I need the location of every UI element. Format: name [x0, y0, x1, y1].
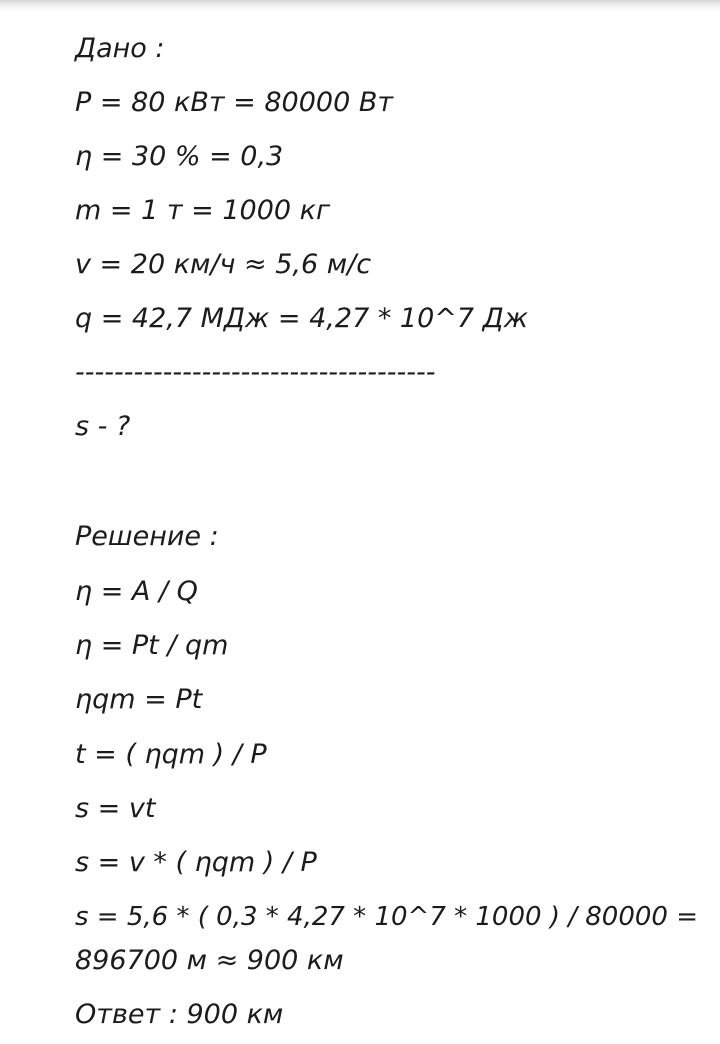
calculation-line: s = 5,6 * ( 0,3 * 4,27 * 10^7 * 1000 ) / 80000 = [75, 902, 699, 932]
given-efficiency: η = 30 % = 0,3 [75, 141, 284, 172]
given-heading: Дано : [75, 33, 165, 64]
formula-rearranged: ηqm = Pt [75, 684, 203, 715]
calculation-result: 896700 м ≈ 900 км [75, 945, 344, 976]
given-heat-value: q = 42,7 МДж = 4,27 * 10^7 Дж [75, 303, 529, 334]
given-power: P = 80 кВт = 80000 Вт [75, 87, 394, 118]
formula-distance-substituted: s = v * ( ηqm ) / P [75, 847, 317, 878]
formula-time: t = ( ηqm ) / P [75, 739, 267, 770]
given-mass: m = 1 т = 1000 кг [75, 195, 331, 226]
separator-line: ------------------------------------- [75, 357, 436, 388]
find-line: s - ? [75, 411, 131, 442]
formula-distance: s = vt [75, 793, 156, 824]
answer-line: Ответ : 900 км [75, 999, 284, 1030]
formula-efficiency-expanded: η = Pt / qm [75, 630, 229, 661]
solution-heading: Решение : [75, 521, 219, 552]
given-velocity: v = 20 км/ч ≈ 5,6 м/с [75, 249, 372, 280]
formula-efficiency: η = A / Q [75, 576, 198, 607]
